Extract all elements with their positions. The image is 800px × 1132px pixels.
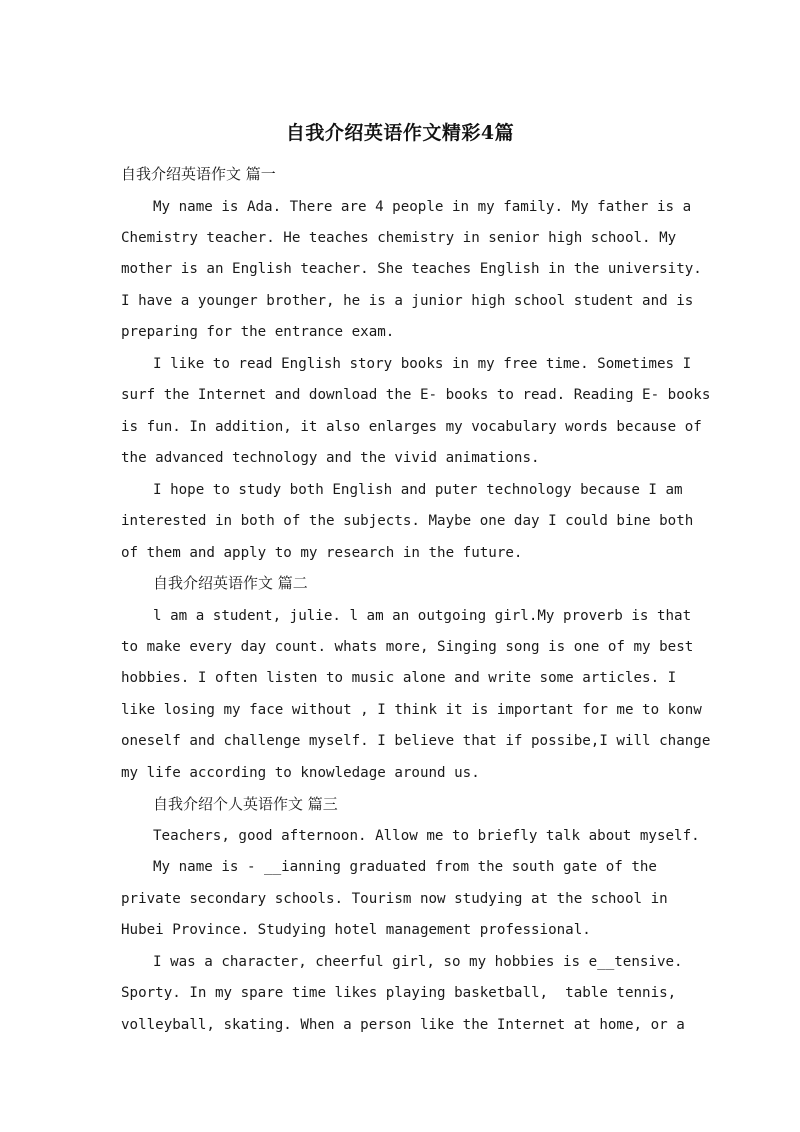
section-heading-1: 自我介绍英语作文 篇一: [121, 165, 276, 183]
paragraph-line: Chemistry teacher. He teaches chemistry in senior high school. My: [121, 230, 677, 246]
paragraph-line: Sporty. In my spare time likes playing basketball, table tennis,: [121, 985, 677, 1001]
paragraph-line: like losing my face without , I think it is important for me to konw: [121, 702, 702, 718]
paragraph-line: interested in both of the subjects. Maybe one day I could bine both: [121, 513, 694, 529]
document-title: 自我介绍英语作文精彩4篇: [285, 122, 515, 144]
paragraph-line: My name is - __ianning graduated from the south gate of the: [153, 859, 657, 875]
paragraph-line: mother is an English teacher. She teaches English in the university.: [121, 261, 702, 277]
section-heading-3: 自我介绍个人英语作文 篇三: [153, 795, 338, 813]
paragraph-line: My name is Ada. There are 4 people in my family. My father is a: [153, 199, 692, 215]
paragraph-line: my life according to knowledage around us.: [121, 765, 480, 781]
paragraph-line: to make every day count. whats more, Singing song is one of my best: [121, 639, 694, 655]
paragraph-line: l am a student, julie. l am an outgoing girl.My proverb is that: [153, 608, 692, 624]
paragraph-line: Hubei Province. Studying hotel management professional.: [121, 922, 591, 938]
paragraph-line: Teachers, good afternoon. Allow me to briefly talk about myself.: [153, 828, 700, 844]
paragraph-line: I hope to study both English and puter technology because I am: [153, 482, 683, 498]
paragraph-line: preparing for the entrance exam.: [121, 324, 395, 340]
section-heading-2: 自我介绍英语作文 篇二: [153, 574, 308, 592]
paragraph-line: I like to read English story books in my free time. Sometimes I: [153, 356, 692, 372]
paragraph-line: surf the Internet and download the E- books to read. Reading E- books: [121, 387, 711, 403]
paragraph-line: I was a character, cheerful girl, so my hobbies is e__tensive.: [153, 954, 683, 970]
paragraph-line: is fun. In addition, it also enlarges my vocabulary words because of: [121, 419, 702, 435]
paragraph-line: private secondary schools. Tourism now studying at the school in: [121, 891, 668, 907]
paragraph-line: volleyball, skating. When a person like the Internet at home, or a: [121, 1017, 685, 1033]
paragraph-line: I have a younger brother, he is a junior high school student and is: [121, 293, 694, 309]
paragraph-line: hobbies. I often listen to music alone and write some articles. I: [121, 670, 677, 686]
paragraph-line: the advanced technology and the vivid animations.: [121, 450, 540, 466]
paragraph-line: oneself and challenge myself. I believe that if possibe,I will change: [121, 733, 711, 749]
paragraph-line: of them and apply to my research in the future.: [121, 545, 523, 561]
